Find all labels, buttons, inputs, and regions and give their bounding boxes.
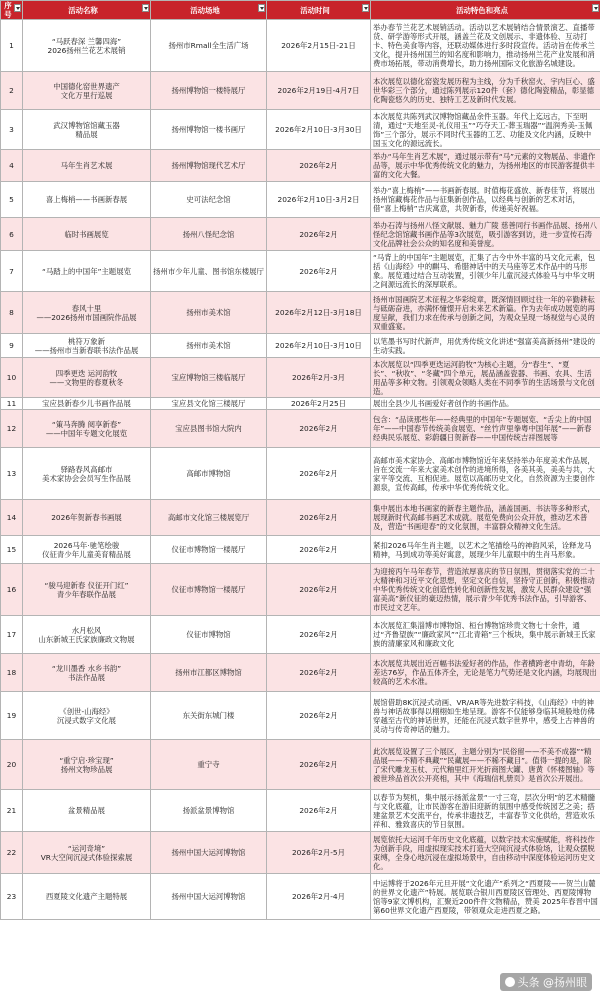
header-desc[interactable] — [371, 1, 600, 20]
table-row — [1, 110, 600, 150]
table-row — [1, 218, 600, 251]
cell-name[interactable] — [23, 150, 151, 182]
cell-desc[interactable]: 举办“马年生肖艺术展”，通过展示带有“马”元素的文物展品、非遗作品等，展示中华优秀传统文化的魅力，为扬州地区的市民游客提供丰富的文化大餐。 — [371, 150, 600, 182]
event-name-line: 精品展 — [75, 129, 98, 139]
cell-time[interactable]: 2026年2月 — [267, 740, 371, 790]
table-row — [1, 500, 600, 536]
cell-no[interactable]: 21 — [1, 790, 23, 832]
cell-venue[interactable]: 仪征市博物馆 — [151, 616, 267, 654]
cell-venue[interactable]: 宝应县文化馆三楼展厅 — [151, 398, 267, 410]
table-row — [1, 358, 600, 398]
cell-name[interactable] — [23, 500, 151, 536]
cell-name[interactable] — [23, 790, 151, 832]
table-row — [1, 72, 600, 110]
cell-venue[interactable]: 仪征市博物馆一楼展厅 — [151, 536, 267, 564]
cell-no[interactable]: 2 — [1, 72, 23, 110]
event-name-line: 文化万里行巡展 — [60, 90, 113, 100]
table-row — [1, 448, 600, 500]
cell-no[interactable]: 10 — [1, 358, 23, 398]
cell-name[interactable] — [23, 292, 151, 334]
table-row — [1, 150, 600, 182]
event-name-line: 沉浸式数字文化展 — [56, 715, 117, 725]
cell-desc[interactable]: 展出全县少儿书画爱好者创作的书画作品。 — [371, 398, 600, 410]
cell-no[interactable]: 12 — [1, 410, 23, 448]
cell-name[interactable] — [23, 448, 151, 500]
table-row — [1, 410, 600, 448]
cell-time[interactable]: 2026年2月 — [267, 251, 371, 292]
cell-time[interactable]: 2026年2月 — [267, 218, 371, 251]
cell-time[interactable]: 2026年2月 — [267, 692, 371, 740]
cell-time[interactable]: 2026年2月 — [267, 410, 371, 448]
event-name-line: ——中国年专题文化展览 — [45, 428, 128, 438]
header-label: 序号 — [4, 1, 12, 20]
header-time[interactable] — [267, 1, 371, 20]
event-name-line: 书法作品展 — [68, 672, 105, 682]
cell-name[interactable] — [23, 398, 151, 410]
cell-desc[interactable]: 中运博将于2026年元旦开展“文化遗产”系列之“西夏陵——贺兰山麓的世界文化遗产”特展。展览联合银川西夏陵区管理处、西夏陵博物馆等9家文博机构，汇聚近200件件文物精品，赞美 2025年春晋中国第60世界文化遗产西夏陵，带领观众走进西夏之路。 — [371, 874, 600, 920]
cell-name[interactable] — [23, 616, 151, 654]
event-name-line: “马跃春深 兰馨四海” — [51, 36, 122, 46]
event-name-line: 春风十里 — [71, 303, 102, 313]
toutiao-logo-icon — [505, 977, 515, 987]
cell-name[interactable] — [23, 410, 151, 448]
cell-name[interactable] — [23, 740, 151, 790]
cell-desc[interactable]: 集中展出本地书画家的新春主题作品，涵盖国画、书法等多种形式，展现新时代高邮书画艺术成就。展览免费向公众开放，推动艺术普及，营造“书画迎春”的文化氛围，丰富群众精神文化生活。 — [371, 500, 600, 536]
cell-time[interactable]: 2026年2月19日-4月7日 — [267, 72, 371, 110]
cell-no[interactable]: 3 — [1, 110, 23, 150]
cell-venue[interactable]: 扬州八怪纪念馆 — [151, 218, 267, 251]
cell-venue[interactable]: 扬派盆景博物馆 — [151, 790, 267, 832]
cell-desc[interactable]: “马背上的中国年”主题展览，汇集了古今中外丰富的马文化元素，包括《山海经》中的麒马、希腊神话中的天马座等艺术作品中的马形象。展览通过结合互动装置，引领少年儿童沉浸式体验马与中华文明之间源远流长的深厚联系。 — [371, 251, 600, 292]
event-name-line: 山东新城王氏家族廉政文物展 — [38, 634, 135, 644]
cell-time[interactable]: 2026年2月-4月 — [267, 874, 371, 920]
cell-no[interactable]: 20 — [1, 740, 23, 790]
cell-desc[interactable]: 以春节为契机，集中展示扬派盆景“一寸三弯，层次分明”的艺术精髓与文化底蕴，让市民游客在游旧迎新的氛围中感受传统园艺之美；搭建盆景艺术交流平台，传承非遗技艺，丰富春节文化供给，营造欢乐祥和、雅致喜庆的节日氛围。 — [371, 790, 600, 832]
event-name-line: 马年生肖艺术展 — [60, 161, 113, 171]
header-no[interactable] — [1, 1, 23, 20]
cell-venue[interactable]: 扬州市江都区博物馆 — [151, 654, 267, 692]
cell-time[interactable]: 2026年2月 — [267, 790, 371, 832]
cell-time[interactable]: 2026年2月10日-3月2日 — [267, 182, 371, 218]
cell-time[interactable]: 2026年2月 — [267, 616, 371, 654]
cell-name[interactable] — [23, 20, 151, 72]
cell-time[interactable]: 2026年2月10日-3月30日 — [267, 110, 371, 150]
cell-time[interactable]: 2026年2月 — [267, 448, 371, 500]
event-name-line: “龙川墨香 水乡书韵” — [51, 663, 122, 673]
cell-no[interactable]: 9 — [1, 334, 23, 358]
header-venue[interactable] — [151, 1, 267, 20]
header-label: 活动特色和亮点 — [456, 5, 508, 15]
cell-name[interactable] — [23, 72, 151, 110]
table-row — [1, 654, 600, 692]
event-name-line: 《创世-山海经》 — [59, 706, 114, 716]
event-name-line: “骏马迎新春 仪征开门红” — [44, 580, 129, 590]
cell-no[interactable]: 18 — [1, 654, 23, 692]
filter-dropdown-icon[interactable] — [142, 4, 149, 12]
event-name-line: ——扬州市当新春联书法作品展 — [34, 345, 139, 355]
cell-name[interactable] — [23, 251, 151, 292]
cell-desc[interactable]: 包含：“品读那些年——经典里的中国年”专题展览、“舌尖上的中国年”——中国春节传统美食展览、“丝竹声里拳粤中国年展”——新春经典民乐展览、彩蔚疆日贺新春——中国传统吉祥图展等 — [371, 410, 600, 448]
event-name-line: “运河奇境” — [67, 843, 106, 853]
event-name-line: 2026扬州兰花艺术展销 — [47, 45, 126, 55]
event-name-line: 扬州文物珍品展 — [60, 764, 113, 774]
cell-name[interactable] — [23, 182, 151, 218]
cell-desc[interactable]: 为迎接丙午马年春节，营造浓厚喜庆的节日氛围，贯彻落实党的二十大精神和习近平文化思想，坚定文化自信，坚持守正创新，积极推动中华优秀传统文化创造性转化和创新性发展，激发人民群众建设“强富美高”新仪征的豪迈热情，展示青少年优秀书法作品，引导游客、市民过文艺年。 — [371, 564, 600, 616]
event-name-line: 美术家协会会员写生作品展 — [42, 473, 131, 483]
event-name-line: 2026马年·驰笔绘骏 — [53, 540, 120, 550]
event-name-line: “重宁启·珍宝现” — [59, 755, 114, 765]
cell-venue[interactable]: 东关街东城门楼 — [151, 692, 267, 740]
event-name-line: ——2026扬州市国画院作品展 — [36, 312, 137, 322]
cell-time[interactable]: 2026年2月 — [267, 536, 371, 564]
cell-time[interactable]: 2026年2月-5月 — [267, 832, 371, 874]
cell-name[interactable] — [23, 564, 151, 616]
cell-desc[interactable]: 此次展览设置了三个展区，主题分别为“民俗留——不美不成器”“精品展——不精不典藏”“民藏展——不稀不藏目”。值得一提的是，除了宋代雕龙玉杖、元代釉里红开光折商图大罐、唐黄《怀楼图轴》等被世珍品首次公开亮相，其中《海瑞信札册页》是首次公开展出。 — [371, 740, 600, 790]
cell-no[interactable]: 19 — [1, 692, 23, 740]
cell-desc[interactable]: 本次展览以“四季更迭运河韵牧”为核心主题，分“春生”、“夏长”、“秋收”、“冬藏”四个单元，展品涵盖瓷器、书画、农具、生活用品等多种文物。引领观众领略人类在不同季节的生活场景与文化创造。 — [371, 358, 600, 398]
cell-name[interactable] — [23, 832, 151, 874]
cell-venue[interactable]: 仪征市博物馆一楼展厅 — [151, 564, 267, 616]
event-name-line: 宝应县新春少儿书画作品展 — [42, 399, 131, 409]
cell-no[interactable]: 11 — [1, 398, 23, 410]
cell-desc[interactable]: 举办“喜上梅梢”——书画新春展。时值梅花盛放、新春佳节，将展出扬州馆藏梅花作品与征集新创作品，以经典与创新的艺术对话，借“喜上梅梢”吉庆寓意，共贺新春，传递美好祝福。 — [371, 182, 600, 218]
cell-desc[interactable]: 高邮市美术家协会、高邮市博物馆近年来坚持举办年度美术作品展，旨在交流一年来大家美术创作的进境所得，各美其美，美美与共，大家平等交流、互相促进。展览以高邮历史文化，自然资源为主要创作源泉，宣传高邮，传承中华优秀传统文化。 — [371, 448, 600, 500]
table-row — [1, 692, 600, 740]
table-row — [1, 790, 600, 832]
cell-time[interactable]: 2026年2月 — [267, 564, 371, 616]
cell-time[interactable]: 2026年2月 — [267, 500, 371, 536]
table-row — [1, 740, 600, 790]
cell-desc[interactable]: 举办春节兰花艺术展销活动。活动以艺术展销结合情景演艺、直播带货、研学游等形式开展，涵盖兰花及文创展示、非遗体验、互动打卡、特色美食等内容，还联动媒体进行多时段宣传。活动旨在传承兰文化，提升扬州国兰的知名度和影响力，推动扬州兰花产业发展和消费市场拓展，带动消费增长，助力扬州国际文化旅游名城建设。 — [371, 20, 600, 72]
table-row — [1, 334, 600, 358]
filter-dropdown-icon[interactable] — [362, 4, 369, 12]
table-row — [1, 616, 600, 654]
event-name-line: 2026年贺新春书画展 — [51, 513, 122, 523]
filter-dropdown-icon[interactable] — [258, 4, 265, 12]
cell-venue[interactable]: 宝应县图书馆大院内 — [151, 410, 267, 448]
cell-venue[interactable]: 宝应博物馆三楼临展厅 — [151, 358, 267, 398]
cell-no[interactable]: 8 — [1, 292, 23, 334]
cell-time[interactable]: 2026年2月-3月 — [267, 358, 371, 398]
cell-name[interactable] — [23, 110, 151, 150]
header-name[interactable] — [23, 1, 151, 20]
watermark — [500, 973, 593, 991]
cell-desc[interactable]: 举办石涛与扬州八怪文献展、魅力广陵 慈善同行书画作品展、扬州八怪纪念馆馆藏书画作品等3次展览，吸引游客到访，进一步宣传石涛文化品牌社会公众的知名度和美誉度。 — [371, 218, 600, 251]
cell-name[interactable] — [23, 334, 151, 358]
cell-desc[interactable]: 展览依托大运河千年历史文化底蕴，以数字技术实施赋能，将科技作为创新手段，用虚拟现实技术打造大空间沉浸式体验场，让观众摆脱束缚，全身心地沉浸在虚拟场景中，自由移动中深度体验运河历史文化。 — [371, 832, 600, 874]
cell-desc[interactable]: 以笔墨书写时代新声，用优秀传统文化讲述“强富美高新扬州”建设的生动实践。 — [371, 334, 600, 358]
cell-no[interactable]: 17 — [1, 616, 23, 654]
header-row — [1, 1, 600, 20]
event-name-line: 仪征青少年儿童美育精品展 — [42, 549, 131, 559]
cell-name[interactable] — [23, 654, 151, 692]
cell-name[interactable] — [23, 536, 151, 564]
event-name-line: 桃符万象新 — [68, 336, 105, 346]
cell-time[interactable]: 2026年2月 — [267, 150, 371, 182]
cell-venue[interactable]: 扬州市美术馆 — [151, 334, 267, 358]
cell-venue[interactable]: 扬州市少年儿童、图书馆东楼展厅 — [151, 251, 267, 292]
cell-no[interactable]: 16 — [1, 564, 23, 616]
event-name-line: 四季更迭 运河韵牧 — [55, 368, 118, 378]
event-name-line: VR大空间沉浸式体验探索展 — [40, 852, 133, 862]
table-row — [1, 874, 600, 920]
cell-no[interactable]: 4 — [1, 150, 23, 182]
header-label: 活动名称 — [68, 5, 98, 15]
cell-venue[interactable]: 扬州博物馆一楼特展厅 — [151, 72, 267, 110]
table-row — [1, 182, 600, 218]
cell-no[interactable]: 23 — [1, 874, 23, 920]
table-row — [1, 398, 600, 410]
cell-time[interactable]: 2026年2月15日-21日 — [267, 20, 371, 72]
cell-venue[interactable]: 扬州博物馆一楼书画厅 — [151, 110, 267, 150]
cell-name[interactable] — [23, 358, 151, 398]
watermark-text: 头条 @扬州眼 — [517, 976, 587, 989]
cell-no[interactable]: 6 — [1, 218, 23, 251]
filter-dropdown-icon[interactable] — [14, 4, 21, 12]
cell-desc[interactable]: 展馆借助8K沉浸式动画、VR/AR等先进数字科技，《山海经》中的神兽与神话故事得以栩栩如生地呈现。游客不仅能够身临其境般地仿佛穿越至古代的神话世界，还能在沉浸式数字世界中，感受上古神兽的灵动与传奇神话的魅力。 — [371, 692, 600, 740]
cell-venue[interactable]: 史可法纪念馆 — [151, 182, 267, 218]
event-name-line: “策马奔腾 阅享新春” — [51, 419, 122, 429]
cell-name[interactable] — [23, 218, 151, 251]
cell-no[interactable]: 13 — [1, 448, 23, 500]
header-label: 活动场地 — [190, 5, 220, 15]
cell-time[interactable]: 2026年2月 — [267, 654, 371, 692]
cell-no[interactable]: 14 — [1, 500, 23, 536]
cell-name[interactable] — [23, 692, 151, 740]
cell-no[interactable]: 22 — [1, 832, 23, 874]
cell-no[interactable]: 5 — [1, 182, 23, 218]
cell-desc[interactable]: 扬州市国画院艺术征程之华彩绽章，既深情回顾过往一年的辛勤耕耘与砥砺奋进，亦满怀憧憬开启未来艺术新篇。作为去年成功展览的再度呈献，我们力求在传承与创新之间，为观众呈现一场视觉与心灵的双重盛宴。 — [371, 292, 600, 334]
event-name-line: 临时书画展览 — [64, 229, 109, 239]
cell-desc[interactable]: 本次展览共陈列武汉博物馆藏品余件玉器。年代上迄远古，下至明清，通过“天地至灵-礼仪用玉”“巧夺天工-葬玉瑞器”“温润秀美-玉佩饰”三个部分，展示不同时代玉器的工艺、功能及文化内涵，反映中国玉文化的源远流长。 — [371, 110, 600, 150]
cell-venue[interactable]: 扬州中国大运河博物馆 — [151, 874, 267, 920]
table-row — [1, 20, 600, 72]
cell-venue[interactable]: 高邮市文化馆三楼展览厅 — [151, 500, 267, 536]
event-name-line: 盆景精品展 — [68, 806, 105, 816]
cell-venue[interactable]: 高邮市博物馆 — [151, 448, 267, 500]
event-name-line: 武汉博物馆馆藏玉器 — [53, 120, 120, 130]
cell-desc[interactable]: 本次展览共展出近百幅书法爱好者的作品，作者横跨老中青幼，年龄差达76岁，作品五体齐全，无论是笔力气势还是文化内涵，均展现出较高的艺术水准。 — [371, 654, 600, 692]
cell-venue[interactable]: 扬州市Rmall全生活广场 — [151, 20, 267, 72]
cell-venue[interactable]: 重宁寺 — [151, 740, 267, 790]
cell-desc[interactable]: 紧扣2026马年生肖主题，以艺术之笔描绘马的神韵风采，诠释龙马精神，马到成功等美好寓意，展现少年儿童眼中的生肖马形象。 — [371, 536, 600, 564]
event-name-line: 西夏陵文化遗产主题特展 — [45, 892, 128, 902]
event-name-line: 喜上梅梢——书画新春展 — [45, 195, 128, 205]
cell-no[interactable]: 7 — [1, 251, 23, 292]
cell-venue[interactable]: 扬州中国大运河博物馆 — [151, 832, 267, 874]
header-label: 活动时间 — [300, 5, 330, 15]
cell-time[interactable]: 2026年2月10日-3月10日 — [267, 334, 371, 358]
event-name-line: 水月松风 — [71, 625, 102, 635]
cell-name[interactable] — [23, 874, 151, 920]
cell-venue[interactable]: 扬州博物馆现代艺术厅 — [151, 150, 267, 182]
cell-time[interactable]: 2026年2月25日 — [267, 398, 371, 410]
event-name-line: ——文物里的春夏秋冬 — [49, 377, 124, 387]
table-row — [1, 292, 600, 334]
table-row — [1, 251, 600, 292]
cell-no[interactable]: 15 — [1, 536, 23, 564]
table-row — [1, 536, 600, 564]
cell-desc[interactable]: 本次展览汇集淄博市博物馆、桓台博物馆珍贵文物七十余件，通过“齐鲁望族”“廉政家风”“江北青箱”三个板块，集中展示新城王氏家族的清廉家风和廉政文化 — [371, 616, 600, 654]
event-name-line: “马踏上的中国年”主题展览 — [42, 266, 131, 276]
event-name-line: 驿路春风高邮市 — [60, 464, 113, 474]
event-name-line: 中国德化窑世界遗产 — [53, 81, 120, 91]
cell-no[interactable]: 1 — [1, 20, 23, 72]
cell-time[interactable]: 2026年2月12日-3月18日 — [267, 292, 371, 334]
table-row — [1, 832, 600, 874]
cell-venue[interactable]: 扬州市美术馆 — [151, 292, 267, 334]
filter-dropdown-icon[interactable] — [592, 4, 599, 12]
table-row — [1, 564, 600, 616]
cell-desc[interactable]: 本次展览以德化窑瓷发展历程为主线，分为千秋窑火、宇内巨心、盛世华彩三个部分，通过陈列展示120件（套）德化陶瓷精品，彰显德化陶瓷悠久的历史、独特工艺及新时代发展。 — [371, 72, 600, 110]
event-name-line: 青少年春联作品展 — [56, 589, 117, 599]
